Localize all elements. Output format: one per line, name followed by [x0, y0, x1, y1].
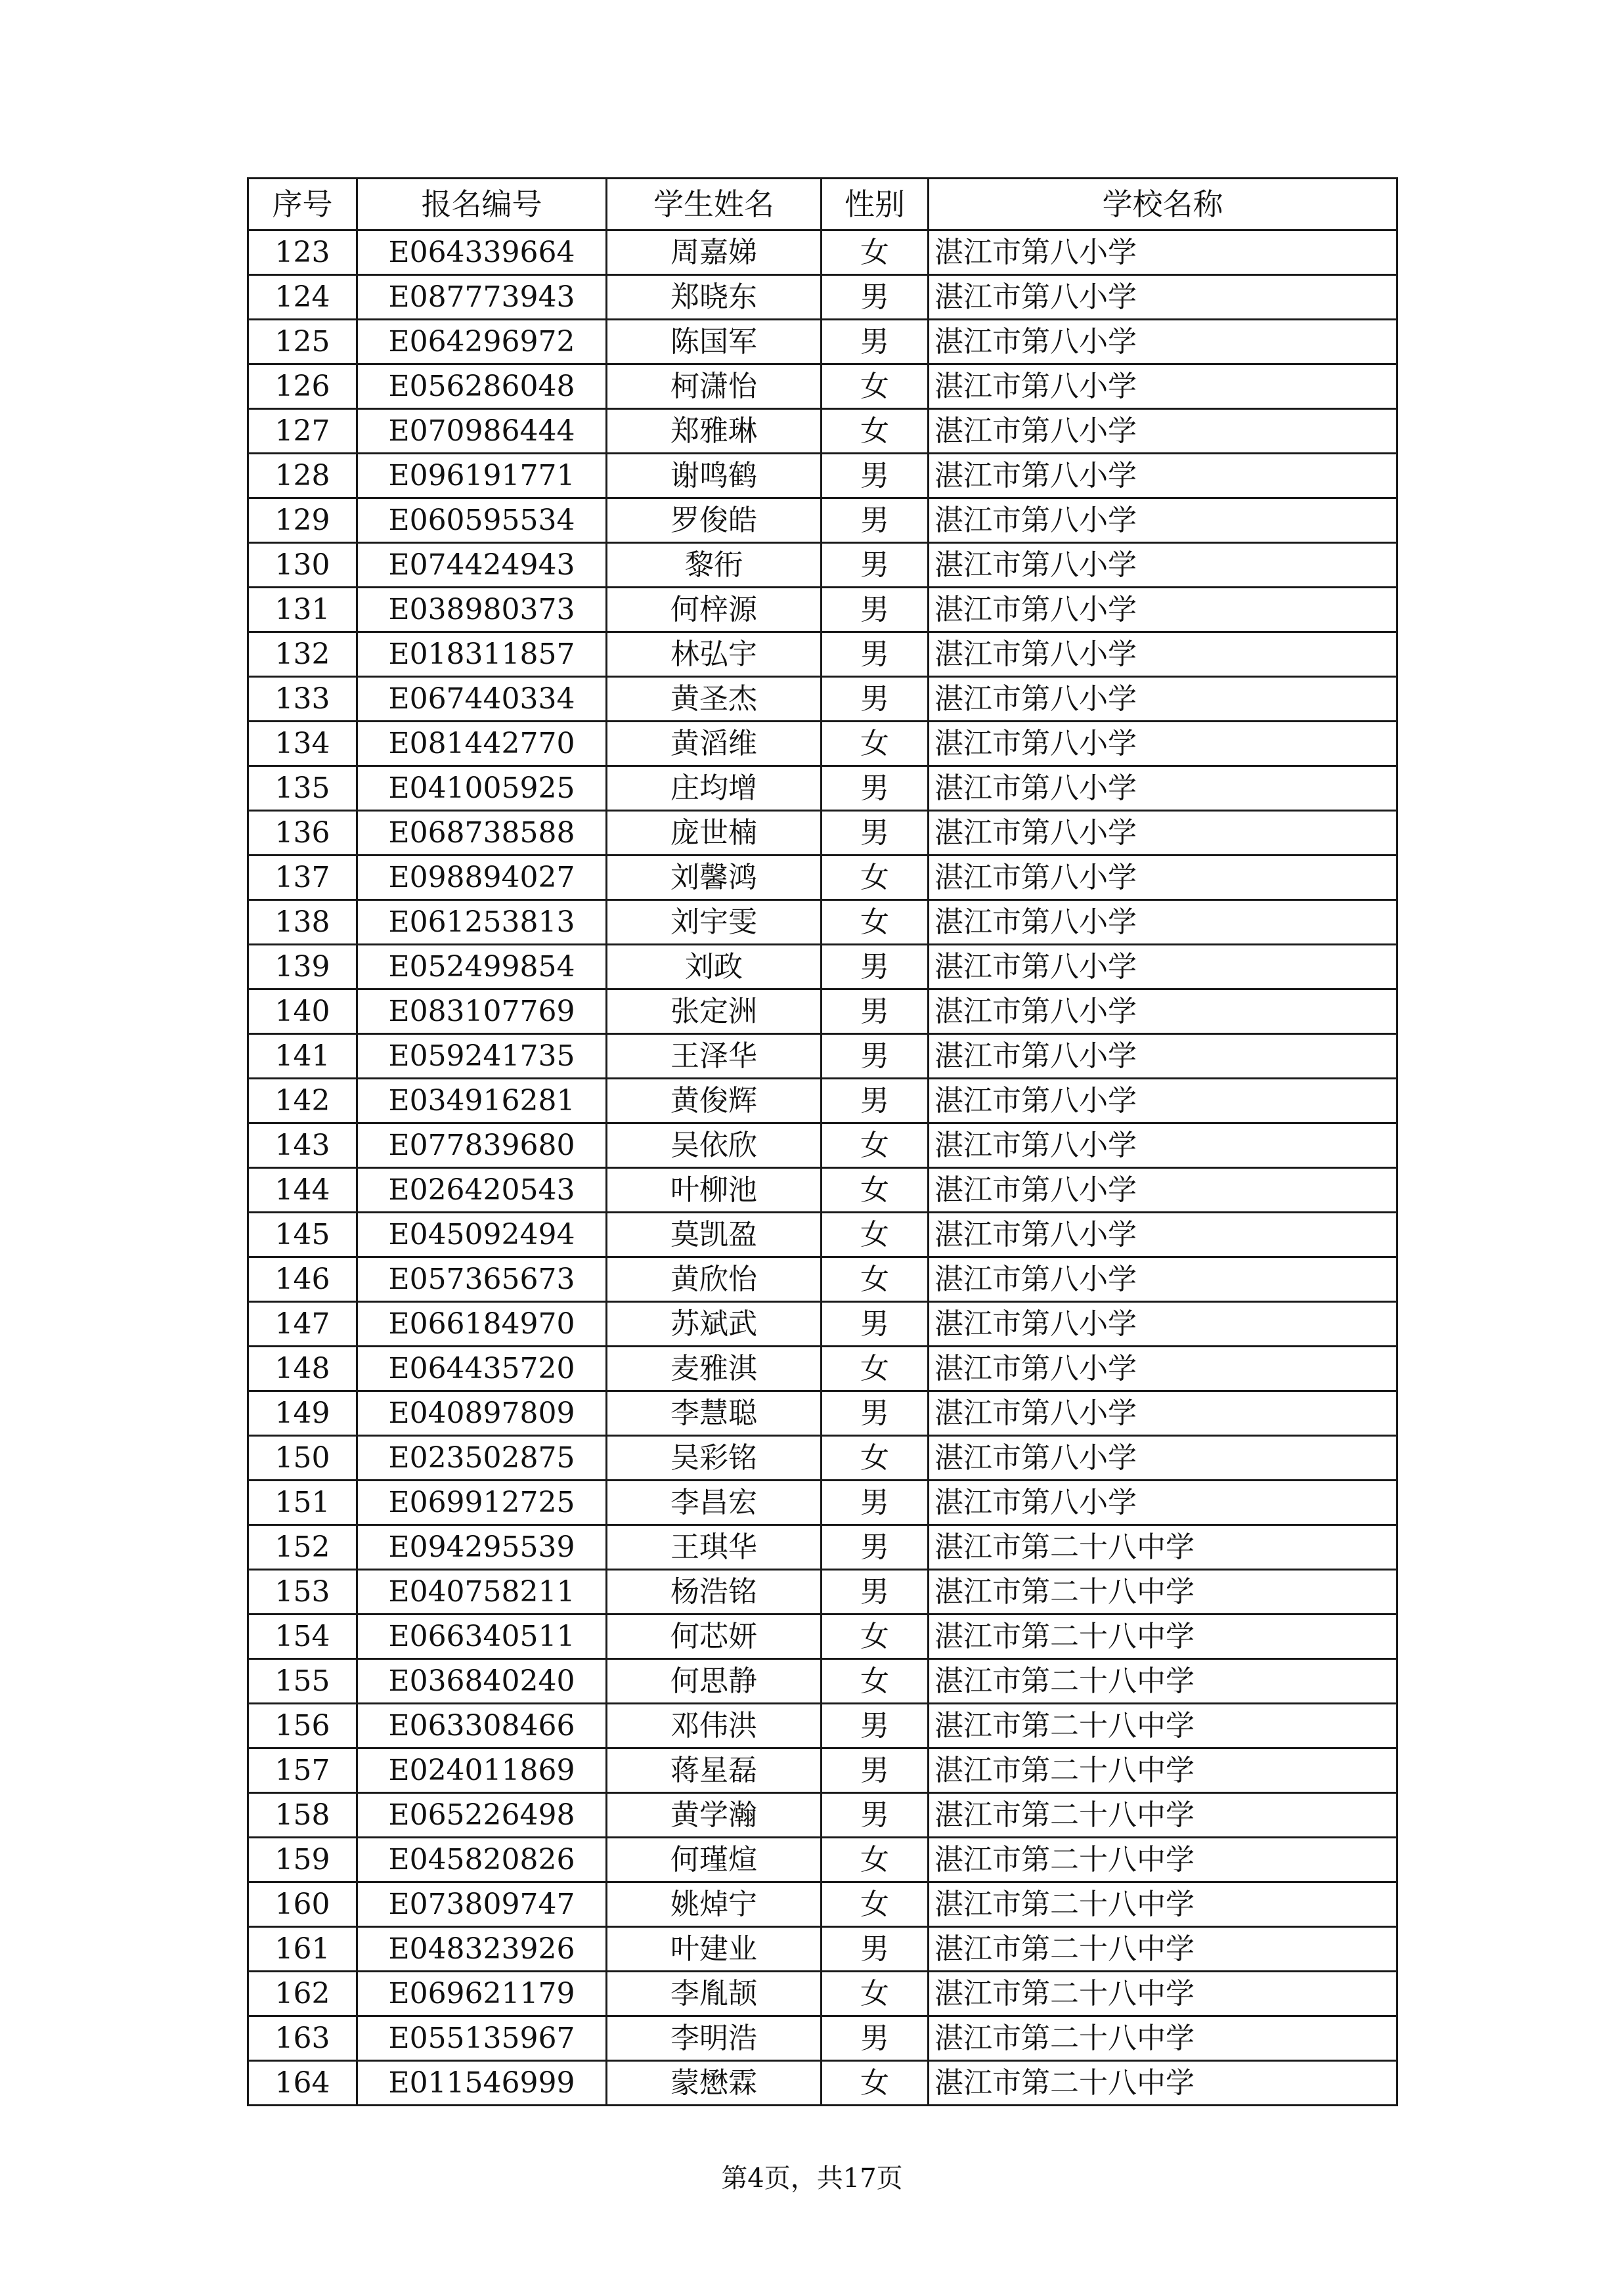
registration-number-cell: E059241735 — [357, 1034, 607, 1079]
registration-number-cell: E069912725 — [357, 1481, 607, 1525]
table-row — [248, 989, 1397, 1034]
gender-cell: 女 — [822, 2061, 929, 2106]
registration-number-cell: E096191771 — [357, 454, 607, 498]
header-student-name: 学生姓名 — [607, 179, 822, 230]
gender-cell: 男 — [822, 677, 929, 722]
table-row — [248, 1213, 1397, 1257]
gender-cell: 女 — [822, 1168, 929, 1213]
registration-number-cell: E069621179 — [357, 1972, 607, 2016]
student-name-cell: 周嘉娣 — [607, 230, 822, 275]
registration-number-cell: E064296972 — [357, 320, 607, 364]
serial-number-cell: 151 — [248, 1481, 357, 1525]
school-name-cell: 湛江市第八小学 — [929, 454, 1397, 498]
table-row — [248, 1614, 1397, 1659]
gender-cell: 男 — [822, 1525, 929, 1570]
student-name-cell: 何思静 — [607, 1659, 822, 1704]
student-name-cell: 黄俊辉 — [607, 1079, 822, 1123]
student-name-cell: 李明浩 — [607, 2016, 822, 2061]
serial-number-cell: 154 — [248, 1614, 357, 1659]
registration-number-cell: E057365673 — [357, 1257, 607, 1302]
table-row — [248, 856, 1397, 900]
registration-number-cell: E087773943 — [357, 275, 607, 320]
school-name-cell: 湛江市第八小学 — [929, 945, 1397, 989]
student-name-cell: 刘馨鸿 — [607, 856, 822, 900]
registration-number-cell: E077839680 — [357, 1123, 607, 1168]
gender-cell: 女 — [822, 856, 929, 900]
table-row — [248, 677, 1397, 722]
registration-number-cell: E063308466 — [357, 1704, 607, 1748]
registration-number-cell: E011546999 — [357, 2061, 607, 2106]
table-row — [248, 543, 1397, 588]
serial-number-cell: 146 — [248, 1257, 357, 1302]
table-row — [248, 1391, 1397, 1436]
school-name-cell: 湛江市第八小学 — [929, 811, 1397, 856]
serial-number-cell: 131 — [248, 588, 357, 632]
registration-number-cell: E081442770 — [357, 722, 607, 766]
registration-number-cell: E034916281 — [357, 1079, 607, 1123]
school-name-cell: 湛江市第八小学 — [929, 230, 1397, 275]
registration-number-cell: E066184970 — [357, 1302, 607, 1347]
student-name-cell: 何瑾煊 — [607, 1838, 822, 1882]
student-name-cell: 李昌宏 — [607, 1481, 822, 1525]
serial-number-cell: 135 — [248, 766, 357, 811]
student-name-cell: 莫凯盈 — [607, 1213, 822, 1257]
student-name-cell: 罗俊皓 — [607, 498, 822, 543]
gender-cell: 女 — [822, 1614, 929, 1659]
gender-cell: 女 — [822, 1659, 929, 1704]
registration-number-cell: E070986444 — [357, 409, 607, 454]
registration-number-cell: E024011869 — [357, 1748, 607, 1793]
school-name-cell: 湛江市第八小学 — [929, 632, 1397, 677]
registration-number-cell: E045820826 — [357, 1838, 607, 1882]
gender-cell: 男 — [822, 1704, 929, 1748]
serial-number-cell: 149 — [248, 1391, 357, 1436]
school-name-cell: 湛江市第八小学 — [929, 543, 1397, 588]
student-name-cell: 庄均增 — [607, 766, 822, 811]
gender-cell: 男 — [822, 1391, 929, 1436]
table-row — [248, 320, 1397, 364]
table-row — [248, 766, 1397, 811]
table-row — [248, 1347, 1397, 1391]
school-name-cell: 湛江市第二十八中学 — [929, 1838, 1397, 1882]
serial-number-cell: 137 — [248, 856, 357, 900]
school-name-cell: 湛江市第八小学 — [929, 588, 1397, 632]
table-row — [248, 2016, 1397, 2061]
school-name-cell: 湛江市第八小学 — [929, 1123, 1397, 1168]
table-row — [248, 1168, 1397, 1213]
student-name-cell: 林弘宇 — [607, 632, 822, 677]
student-name-cell: 蒋星磊 — [607, 1748, 822, 1793]
school-name-cell: 湛江市第二十八中学 — [929, 1927, 1397, 1972]
student-name-cell: 刘政 — [607, 945, 822, 989]
serial-number-cell: 138 — [248, 900, 357, 945]
gender-cell: 男 — [822, 498, 929, 543]
serial-number-cell: 157 — [248, 1748, 357, 1793]
school-name-cell: 湛江市第八小学 — [929, 677, 1397, 722]
table-row — [248, 409, 1397, 454]
header-serial-number: 序号 — [248, 179, 357, 230]
registration-number-cell: E065226498 — [357, 1793, 607, 1838]
school-name-cell: 湛江市第二十八中学 — [929, 1659, 1397, 1704]
serial-number-cell: 128 — [248, 454, 357, 498]
school-name-cell: 湛江市第八小学 — [929, 1034, 1397, 1079]
school-name-cell: 湛江市第八小学 — [929, 1168, 1397, 1213]
table-row — [248, 1123, 1397, 1168]
gender-cell: 男 — [822, 1793, 929, 1838]
school-name-cell: 湛江市第八小学 — [929, 722, 1397, 766]
registration-number-cell: E041005925 — [357, 766, 607, 811]
serial-number-cell: 139 — [248, 945, 357, 989]
student-name-cell: 谢鸣鹤 — [607, 454, 822, 498]
table-row — [248, 1257, 1397, 1302]
gender-cell: 女 — [822, 1123, 929, 1168]
student-list-table — [247, 177, 1398, 2106]
serial-number-cell: 147 — [248, 1302, 357, 1347]
gender-cell: 女 — [822, 722, 929, 766]
gender-cell: 女 — [822, 900, 929, 945]
gender-cell: 男 — [822, 543, 929, 588]
table-row — [248, 1927, 1397, 1972]
school-name-cell: 湛江市第二十八中学 — [929, 2061, 1397, 2106]
school-name-cell: 湛江市第八小学 — [929, 364, 1397, 409]
serial-number-cell: 150 — [248, 1436, 357, 1481]
table-header-row — [248, 179, 1397, 230]
registration-number-cell: E018311857 — [357, 632, 607, 677]
school-name-cell: 湛江市第八小学 — [929, 498, 1397, 543]
serial-number-cell: 132 — [248, 632, 357, 677]
gender-cell: 女 — [822, 1972, 929, 2016]
serial-number-cell: 133 — [248, 677, 357, 722]
gender-cell: 女 — [822, 1436, 929, 1481]
gender-cell: 女 — [822, 364, 929, 409]
serial-number-cell: 156 — [248, 1704, 357, 1748]
student-name-cell: 黄圣杰 — [607, 677, 822, 722]
school-name-cell: 湛江市第八小学 — [929, 1302, 1397, 1347]
registration-number-cell: E066340511 — [357, 1614, 607, 1659]
student-name-cell: 王琪华 — [607, 1525, 822, 1570]
student-name-cell: 李胤颉 — [607, 1972, 822, 2016]
header-gender: 性别 — [822, 179, 929, 230]
registration-number-cell: E052499854 — [357, 945, 607, 989]
serial-number-cell: 160 — [248, 1882, 357, 1927]
registration-number-cell: E040897809 — [357, 1391, 607, 1436]
student-name-cell: 叶建业 — [607, 1927, 822, 1972]
serial-number-cell: 155 — [248, 1659, 357, 1704]
registration-number-cell: E040758211 — [357, 1570, 607, 1614]
registration-number-cell: E064435720 — [357, 1347, 607, 1391]
gender-cell: 男 — [822, 1748, 929, 1793]
serial-number-cell: 161 — [248, 1927, 357, 1972]
school-name-cell: 湛江市第二十八中学 — [929, 1704, 1397, 1748]
serial-number-cell: 145 — [248, 1213, 357, 1257]
table-row — [248, 722, 1397, 766]
school-name-cell: 湛江市第八小学 — [929, 1347, 1397, 1391]
table-row — [248, 230, 1397, 275]
serial-number-cell: 143 — [248, 1123, 357, 1168]
student-name-cell: 王泽华 — [607, 1034, 822, 1079]
gender-cell: 男 — [822, 320, 929, 364]
school-name-cell: 湛江市第二十八中学 — [929, 1570, 1397, 1614]
student-name-cell: 邓伟洪 — [607, 1704, 822, 1748]
table-row — [248, 1525, 1397, 1570]
student-name-cell: 杨浩铭 — [607, 1570, 822, 1614]
serial-number-cell: 164 — [248, 2061, 357, 2106]
gender-cell: 女 — [822, 230, 929, 275]
student-name-cell: 何芯妍 — [607, 1614, 822, 1659]
serial-number-cell: 136 — [248, 811, 357, 856]
registration-number-cell: E023502875 — [357, 1436, 607, 1481]
serial-number-cell: 162 — [248, 1972, 357, 2016]
serial-number-cell: 130 — [248, 543, 357, 588]
school-name-cell: 湛江市第八小学 — [929, 1257, 1397, 1302]
registration-number-cell: E055135967 — [357, 2016, 607, 2061]
gender-cell: 男 — [822, 811, 929, 856]
gender-cell: 男 — [822, 588, 929, 632]
registration-number-cell: E048323926 — [357, 1927, 607, 1972]
school-name-cell: 湛江市第二十八中学 — [929, 2016, 1397, 2061]
registration-number-cell: E056286048 — [357, 364, 607, 409]
serial-number-cell: 141 — [248, 1034, 357, 1079]
gender-cell: 男 — [822, 1079, 929, 1123]
gender-cell: 女 — [822, 1882, 929, 1927]
school-name-cell: 湛江市第八小学 — [929, 1213, 1397, 1257]
serial-number-cell: 158 — [248, 1793, 357, 1838]
school-name-cell: 湛江市第八小学 — [929, 409, 1397, 454]
student-name-cell: 黄欣怡 — [607, 1257, 822, 1302]
registration-number-cell: E036840240 — [357, 1659, 607, 1704]
student-name-cell: 姚焯宁 — [607, 1882, 822, 1927]
serial-number-cell: 148 — [248, 1347, 357, 1391]
school-name-cell: 湛江市第八小学 — [929, 900, 1397, 945]
table-row — [248, 1436, 1397, 1481]
table-row — [248, 588, 1397, 632]
school-name-cell: 湛江市第二十八中学 — [929, 1525, 1397, 1570]
gender-cell: 女 — [822, 1257, 929, 1302]
registration-number-cell: E094295539 — [357, 1525, 607, 1570]
gender-cell: 男 — [822, 454, 929, 498]
serial-number-cell: 125 — [248, 320, 357, 364]
registration-number-cell: E074424943 — [357, 543, 607, 588]
student-name-cell: 麦雅淇 — [607, 1347, 822, 1391]
registration-number-cell: E060595534 — [357, 498, 607, 543]
table-row — [248, 2061, 1397, 2106]
registration-number-cell: E038980373 — [357, 588, 607, 632]
gender-cell: 男 — [822, 766, 929, 811]
registration-number-cell: E064339664 — [357, 230, 607, 275]
school-name-cell: 湛江市第八小学 — [929, 1079, 1397, 1123]
school-name-cell: 湛江市第八小学 — [929, 766, 1397, 811]
serial-number-cell: 129 — [248, 498, 357, 543]
gender-cell: 男 — [822, 1034, 929, 1079]
gender-cell: 男 — [822, 1570, 929, 1614]
school-name-cell: 湛江市第八小学 — [929, 989, 1397, 1034]
serial-number-cell: 124 — [248, 275, 357, 320]
table-row — [248, 945, 1397, 989]
table-row — [248, 632, 1397, 677]
student-name-cell: 黎衎 — [607, 543, 822, 588]
serial-number-cell: 127 — [248, 409, 357, 454]
table-body — [248, 230, 1397, 2106]
gender-cell: 女 — [822, 1213, 929, 1257]
table-row — [248, 1748, 1397, 1793]
school-name-cell: 湛江市第八小学 — [929, 320, 1397, 364]
serial-number-cell: 152 — [248, 1525, 357, 1570]
table-row — [248, 454, 1397, 498]
serial-number-cell: 144 — [248, 1168, 357, 1213]
student-name-cell: 吴依欣 — [607, 1123, 822, 1168]
gender-cell: 女 — [822, 1838, 929, 1882]
table-row — [248, 1302, 1397, 1347]
student-name-cell: 李慧聪 — [607, 1391, 822, 1436]
table-row — [248, 275, 1397, 320]
header-registration-number: 报名编号 — [357, 179, 607, 230]
registration-number-cell: E067440334 — [357, 677, 607, 722]
gender-cell: 男 — [822, 632, 929, 677]
student-name-cell: 张定洲 — [607, 989, 822, 1034]
serial-number-cell: 163 — [248, 2016, 357, 2061]
serial-number-cell: 153 — [248, 1570, 357, 1614]
gender-cell: 男 — [822, 1481, 929, 1525]
school-name-cell: 湛江市第二十八中学 — [929, 1793, 1397, 1838]
student-name-cell: 何梓源 — [607, 588, 822, 632]
table-row — [248, 1704, 1397, 1748]
serial-number-cell: 126 — [248, 364, 357, 409]
gender-cell: 男 — [822, 1302, 929, 1347]
school-name-cell: 湛江市第八小学 — [929, 1391, 1397, 1436]
table-row — [248, 1972, 1397, 2016]
student-name-cell: 黄滔维 — [607, 722, 822, 766]
table-row — [248, 1570, 1397, 1614]
registration-number-cell: E098894027 — [357, 856, 607, 900]
registration-number-cell: E073809747 — [357, 1882, 607, 1927]
table-row — [248, 811, 1397, 856]
school-name-cell: 湛江市第二十八中学 — [929, 1748, 1397, 1793]
school-name-cell: 湛江市第八小学 — [929, 275, 1397, 320]
serial-number-cell: 159 — [248, 1838, 357, 1882]
serial-number-cell: 134 — [248, 722, 357, 766]
gender-cell: 男 — [822, 945, 929, 989]
registration-number-cell: E045092494 — [357, 1213, 607, 1257]
serial-number-cell: 140 — [248, 989, 357, 1034]
table-row — [248, 900, 1397, 945]
student-list-table-container — [247, 177, 1396, 2106]
school-name-cell: 湛江市第二十八中学 — [929, 1972, 1397, 2016]
student-name-cell: 郑晓东 — [607, 275, 822, 320]
table-row — [248, 1882, 1397, 1927]
registration-number-cell: E068738588 — [357, 811, 607, 856]
school-name-cell: 湛江市第八小学 — [929, 856, 1397, 900]
table-row — [248, 1793, 1397, 1838]
table-row — [248, 1079, 1397, 1123]
gender-cell: 男 — [822, 2016, 929, 2061]
page-footer: 第4页，共17页 — [721, 2163, 903, 2194]
school-name-cell: 湛江市第二十八中学 — [929, 1614, 1397, 1659]
table-row — [248, 1838, 1397, 1882]
student-name-cell: 吴彩铭 — [607, 1436, 822, 1481]
gender-cell: 女 — [822, 409, 929, 454]
gender-cell: 男 — [822, 275, 929, 320]
school-name-cell: 湛江市第八小学 — [929, 1436, 1397, 1481]
student-name-cell: 庞世楠 — [607, 811, 822, 856]
registration-number-cell: E061253813 — [357, 900, 607, 945]
student-name-cell: 郑雅琳 — [607, 409, 822, 454]
school-name-cell: 湛江市第二十八中学 — [929, 1882, 1397, 1927]
gender-cell: 女 — [822, 1347, 929, 1391]
student-name-cell: 刘宇雯 — [607, 900, 822, 945]
student-name-cell: 柯潇怡 — [607, 364, 822, 409]
student-name-cell: 苏斌武 — [607, 1302, 822, 1347]
table-row — [248, 364, 1397, 409]
registration-number-cell: E083107769 — [357, 989, 607, 1034]
gender-cell: 男 — [822, 1927, 929, 1972]
student-name-cell: 陈国军 — [607, 320, 822, 364]
student-name-cell: 叶柳池 — [607, 1168, 822, 1213]
serial-number-cell: 123 — [248, 230, 357, 275]
table-row — [248, 1034, 1397, 1079]
registration-number-cell: E026420543 — [357, 1168, 607, 1213]
table-row — [248, 498, 1397, 543]
table-row — [248, 1481, 1397, 1525]
student-name-cell: 黄学瀚 — [607, 1793, 822, 1838]
gender-cell: 男 — [822, 989, 929, 1034]
serial-number-cell: 142 — [248, 1079, 357, 1123]
header-school-name: 学校名称 — [929, 179, 1397, 230]
table-row — [248, 1659, 1397, 1704]
student-name-cell: 蒙懋霖 — [607, 2061, 822, 2106]
school-name-cell: 湛江市第八小学 — [929, 1481, 1397, 1525]
